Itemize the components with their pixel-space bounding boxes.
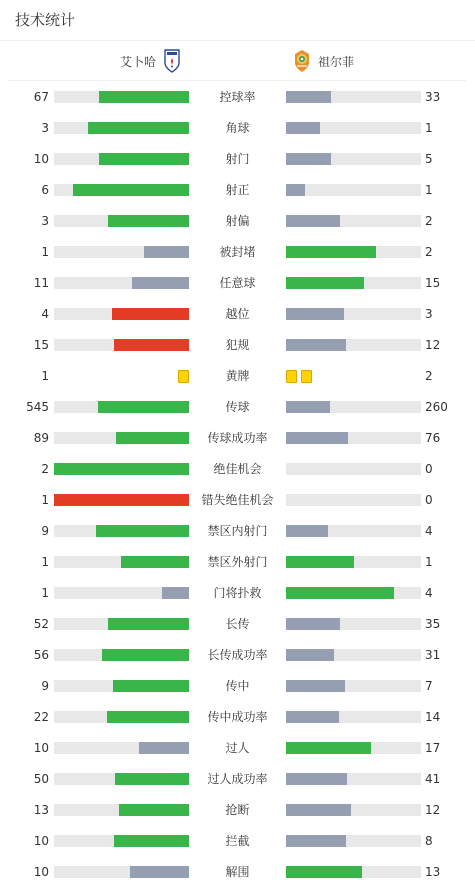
yellow-card-icon <box>301 370 312 383</box>
home-value: 10 <box>33 152 49 166</box>
home-value: 9 <box>41 679 49 693</box>
home-value: 11 <box>33 276 49 290</box>
stats-list <box>0 82 475 888</box>
home-value: 9 <box>41 524 49 538</box>
away-value: 76 <box>425 431 441 445</box>
page-title: 技术统计 <box>15 11 76 29</box>
home-bar-track <box>54 215 189 227</box>
away-bar-track <box>286 184 421 196</box>
home-bar-track <box>54 835 189 847</box>
stat-label: 禁区外射门 <box>207 555 268 569</box>
away-bar-track <box>286 494 421 506</box>
home-bar-fill <box>144 246 189 258</box>
home-bar-fill <box>116 432 189 444</box>
away-bar-fill <box>286 122 320 134</box>
home-bar-fill <box>99 153 189 165</box>
page-header <box>0 0 475 41</box>
home-value: 67 <box>33 90 49 104</box>
away-value: 13 <box>425 865 441 879</box>
away-bar-fill <box>286 866 362 878</box>
stat-label: 绝佳机会 <box>213 462 262 476</box>
away-bar-track <box>286 556 421 568</box>
away-value: 31 <box>425 648 441 662</box>
home-team[interactable] <box>120 49 182 73</box>
away-team-name: 祖尔菲 <box>318 54 355 69</box>
away-team[interactable] <box>292 49 354 73</box>
stat-label: 射门 <box>225 152 250 166</box>
home-bar-fill <box>54 494 189 506</box>
home-value: 89 <box>33 431 49 445</box>
away-bar-track <box>286 308 421 320</box>
stat-label: 黄牌 <box>225 369 250 383</box>
home-value: 1 <box>41 555 49 569</box>
home-bar-track <box>54 804 189 816</box>
stat-label: 禁区内射门 <box>207 524 268 538</box>
away-bar-track <box>286 246 421 258</box>
away-bar-fill <box>286 649 334 661</box>
away-bar-fill <box>286 835 346 847</box>
stat-row <box>0 857 475 888</box>
away-bar-fill <box>286 339 346 351</box>
home-bar-track <box>54 494 189 506</box>
away-bar-track <box>286 835 421 847</box>
stat-row <box>0 113 475 144</box>
stat-row <box>0 547 475 578</box>
away-bar-track <box>286 680 421 692</box>
stat-row <box>0 423 475 454</box>
home-value: 3 <box>41 214 49 228</box>
away-bar-fill <box>286 680 345 692</box>
stat-row <box>0 330 475 361</box>
away-value: 7 <box>425 679 433 693</box>
away-bar-fill <box>286 308 344 320</box>
home-bar-fill <box>102 649 189 661</box>
home-bar-fill <box>99 91 189 103</box>
away-bar-fill <box>286 587 394 599</box>
stat-row <box>0 237 475 268</box>
stat-label: 过人 <box>225 741 250 755</box>
stat-label: 越位 <box>225 307 250 321</box>
away-bar-track <box>286 215 421 227</box>
away-bar-fill <box>286 804 351 816</box>
home-bar-track <box>54 742 189 754</box>
away-value: 2 <box>425 214 433 228</box>
home-bar-track <box>54 618 189 630</box>
stat-label: 角球 <box>225 121 250 135</box>
away-bar-track <box>286 91 421 103</box>
stat-row <box>0 609 475 640</box>
home-bar-track <box>54 153 189 165</box>
away-value: 41 <box>425 772 441 786</box>
away-bar-fill <box>286 277 364 289</box>
away-bar-fill <box>286 184 305 196</box>
home-value: 10 <box>33 865 49 879</box>
away-value: 0 <box>425 462 433 476</box>
stat-row <box>0 268 475 299</box>
stat-label: 被封堵 <box>219 245 256 259</box>
home-value: 1 <box>41 493 49 507</box>
home-bar-track <box>54 246 189 258</box>
stat-row <box>0 361 475 392</box>
away-value: 15 <box>425 276 441 290</box>
home-value: 22 <box>33 710 49 724</box>
home-value: 1 <box>41 369 49 383</box>
away-bar-fill <box>286 246 376 258</box>
home-bar-fill <box>162 587 189 599</box>
home-bar-track <box>54 587 189 599</box>
home-bar-fill <box>107 711 189 723</box>
away-bar-fill <box>286 773 347 785</box>
away-bar-track <box>286 277 421 289</box>
home-bar-track <box>54 866 189 878</box>
home-value: 13 <box>33 803 49 817</box>
home-value: 10 <box>33 834 49 848</box>
home-bar-fill <box>108 618 189 630</box>
stat-row <box>0 795 475 826</box>
away-bar-track <box>286 866 421 878</box>
home-bar-track <box>54 277 189 289</box>
home-team-crest-icon <box>162 49 182 73</box>
home-value: 50 <box>33 772 49 786</box>
stat-row <box>0 144 475 175</box>
home-value: 2 <box>41 462 49 476</box>
away-value: 8 <box>425 834 433 848</box>
home-bar-track <box>54 184 189 196</box>
home-bar-fill <box>115 773 189 785</box>
stat-row <box>0 671 475 702</box>
home-value: 545 <box>26 400 49 414</box>
away-bar-fill <box>286 525 328 537</box>
away-value: 14 <box>425 710 441 724</box>
home-bar-fill <box>98 401 189 413</box>
home-value: 15 <box>33 338 49 352</box>
stat-row <box>0 733 475 764</box>
home-value: 56 <box>33 648 49 662</box>
home-value: 1 <box>41 245 49 259</box>
stat-label: 传球成功率 <box>207 431 268 445</box>
home-bar-fill <box>132 277 189 289</box>
home-bar-track <box>54 463 189 475</box>
away-bar-track <box>286 649 421 661</box>
stat-row <box>0 485 475 516</box>
away-bar-fill <box>286 91 331 103</box>
home-bar-fill <box>54 463 189 475</box>
away-bar-track <box>286 804 421 816</box>
away-value: 17 <box>425 741 441 755</box>
home-bar-track <box>54 680 189 692</box>
away-bar-fill <box>286 711 339 723</box>
away-bar-fill <box>286 556 354 568</box>
home-bar-fill <box>119 804 189 816</box>
stat-row <box>0 764 475 795</box>
home-value: 3 <box>41 121 49 135</box>
stat-row <box>0 454 475 485</box>
home-bar-track <box>54 649 189 661</box>
away-value: 2 <box>425 369 433 383</box>
home-yellow-cards <box>178 370 189 382</box>
away-bar-fill <box>286 618 340 630</box>
home-bar-track <box>54 432 189 444</box>
home-bar-track <box>54 401 189 413</box>
teams-header <box>8 41 466 81</box>
stat-label: 任意球 <box>219 276 256 290</box>
away-value: 3 <box>425 307 433 321</box>
stat-label: 控球率 <box>219 90 256 104</box>
home-value: 6 <box>41 183 49 197</box>
away-bar-track <box>286 153 421 165</box>
away-bar-track <box>286 618 421 630</box>
stat-row <box>0 578 475 609</box>
home-bar-track <box>54 308 189 320</box>
stat-label: 错失绝佳机会 <box>201 493 274 507</box>
home-bar-fill <box>88 122 189 134</box>
stat-label: 过人成功率 <box>207 772 268 786</box>
away-team-crest-icon <box>292 49 312 73</box>
away-value: 0 <box>425 493 433 507</box>
away-bar-track <box>286 742 421 754</box>
away-value: 1 <box>425 121 433 135</box>
away-value: 4 <box>425 524 433 538</box>
home-value: 1 <box>41 586 49 600</box>
away-value: 2 <box>425 245 433 259</box>
away-bar-fill <box>286 742 371 754</box>
stat-label: 射正 <box>225 183 250 197</box>
stat-label: 射偏 <box>225 214 250 228</box>
away-bar-track <box>286 525 421 537</box>
stat-row <box>0 82 475 113</box>
away-value: 12 <box>425 803 441 817</box>
away-bar-fill <box>286 401 330 413</box>
stat-row <box>0 299 475 330</box>
home-bar-fill <box>113 680 189 692</box>
stat-row <box>0 826 475 857</box>
home-bar-track <box>54 773 189 785</box>
away-value: 35 <box>425 617 441 631</box>
home-bar-fill <box>96 525 189 537</box>
stat-label: 抢断 <box>225 803 250 817</box>
home-bar-track <box>54 122 189 134</box>
home-bar-fill <box>139 742 189 754</box>
stat-row <box>0 702 475 733</box>
stat-row <box>0 206 475 237</box>
stat-row <box>0 392 475 423</box>
away-bar-track <box>286 711 421 723</box>
home-bar-track <box>54 711 189 723</box>
home-bar-track <box>54 556 189 568</box>
stat-label: 长传 <box>225 617 250 631</box>
stat-row <box>0 640 475 671</box>
stat-label: 长传成功率 <box>207 648 268 662</box>
away-bar-fill <box>286 215 340 227</box>
home-bar-fill <box>130 866 189 878</box>
away-bar-track <box>286 773 421 785</box>
away-bar-track <box>286 432 421 444</box>
away-value: 33 <box>425 90 441 104</box>
away-bar-track <box>286 122 421 134</box>
stat-label: 门将扑救 <box>213 586 262 600</box>
away-bar-track <box>286 401 421 413</box>
away-value: 260 <box>425 400 448 414</box>
away-bar-track <box>286 463 421 475</box>
away-value: 5 <box>425 152 433 166</box>
home-bar-fill <box>114 339 189 351</box>
stat-label: 传中 <box>225 679 250 693</box>
home-bar-fill <box>112 308 189 320</box>
away-value: 4 <box>425 586 433 600</box>
away-value: 1 <box>425 183 433 197</box>
stat-label: 犯规 <box>225 338 250 352</box>
away-bar-track <box>286 587 421 599</box>
stat-row <box>0 175 475 206</box>
home-bar-fill <box>108 215 189 227</box>
yellow-card-icon <box>178 370 189 383</box>
home-bar-track <box>54 91 189 103</box>
away-bar-fill <box>286 432 348 444</box>
away-bar-fill <box>286 153 331 165</box>
home-value: 10 <box>33 741 49 755</box>
away-bar-track <box>286 339 421 351</box>
stat-label: 传球 <box>225 400 250 414</box>
home-value: 4 <box>41 307 49 321</box>
home-bar-fill <box>114 835 189 847</box>
home-bar-fill <box>121 556 189 568</box>
yellow-card-icon <box>286 370 297 383</box>
stat-row <box>0 516 475 547</box>
home-value: 52 <box>33 617 49 631</box>
home-bar-fill <box>73 184 189 196</box>
stat-label: 解围 <box>225 865 250 879</box>
stat-label: 拦截 <box>225 834 250 848</box>
home-bar-track <box>54 339 189 351</box>
stat-label: 传中成功率 <box>207 710 268 724</box>
away-value: 1 <box>425 555 433 569</box>
home-team-name: 艾卜哈 <box>119 54 156 69</box>
away-yellow-cards <box>286 370 312 382</box>
away-value: 12 <box>425 338 441 352</box>
home-bar-track <box>54 525 189 537</box>
